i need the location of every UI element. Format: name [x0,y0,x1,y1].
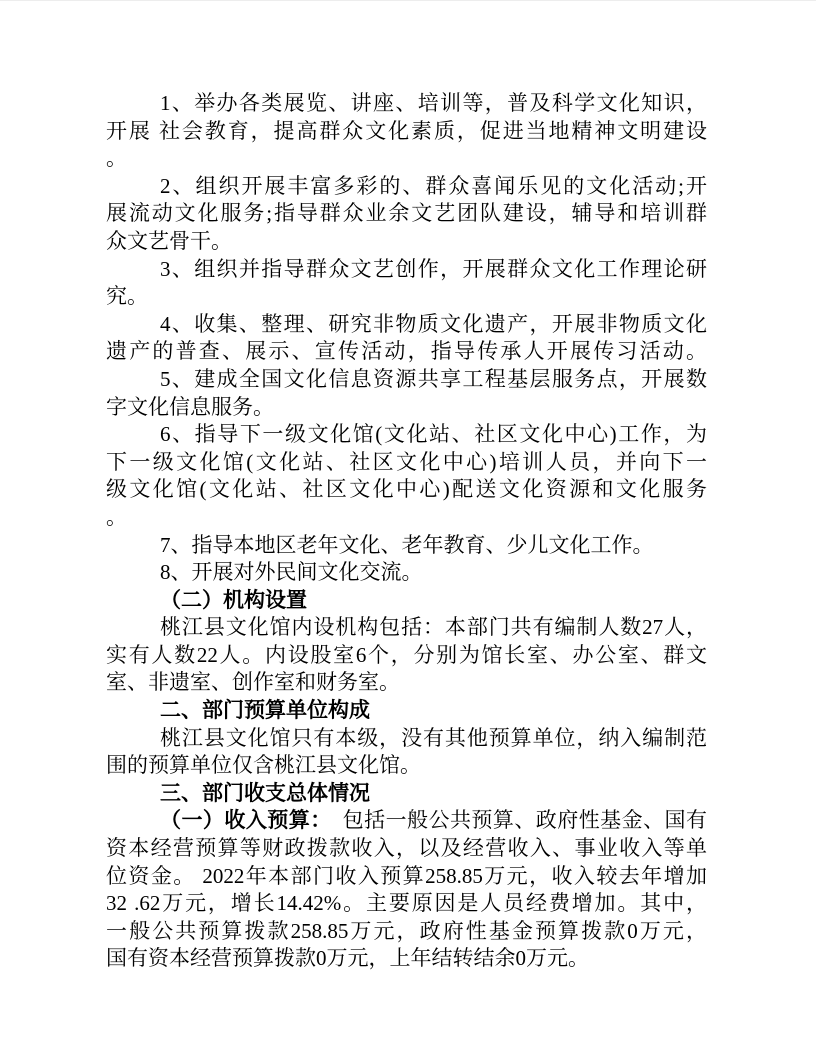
heading-revenue-expenditure-overview: 三、部门收支总体情况 [160,781,370,805]
text-line: 一般公共预算拨款258.85万元，政府性基金预算拨款0万元， [106,918,707,943]
text-line: 5、建成全国文化信息资源共享工程基层服务点，开展数 [160,366,707,391]
text-line: 资本经营预算等财政拨款收入，以及经营收入、事业收入等单 [106,836,707,861]
heading-institution-setup: （二）机构设置 [160,588,307,612]
text-line: 遗产的普查、展示、宣传活动，指导传承人开展传习活动。 [106,339,707,364]
text-line: 。 [106,146,127,171]
document-body [106,90,707,973]
text-line: 众文艺骨干。 [106,228,232,253]
text-line: 1、举办各类展览、讲座、培训等，普及科学文化知识， [160,91,707,115]
text-line: 3、组织并指导群众文艺创作，开展群众文化工作理论研 [160,256,707,281]
text-line: 展流动文化服务;指导群众业余文艺团队建设，辅导和培训群 [106,201,707,226]
text-line: 围的预算单位仅含桃江县文化馆。 [106,753,421,778]
text-line: 7、指导本地区老年文化、老年教育、少儿文化工作。 [160,532,654,557]
text-line: 桃江县文化馆只有本级，没有其他预算单位，纳入编制范 [160,725,707,750]
text-line [106,807,707,835]
text-line: 6、指导下一级文化馆(文化站、社区文化中心)工作，为 [160,422,707,447]
text-line: 位资金。 2022年本部门收入预算258.85万元，收入较去年增加 [106,863,707,888]
text-line: 桃江县文化馆内设机构包括：本部门共有编制人数27人， [160,615,707,640]
text-line: 级文化馆(文化站、社区文化中心)配送文化资源和文化服务 [106,477,707,502]
text-line: 国有资本经营预算拨款0万元，上年结转结余0万元。 [106,946,589,971]
text-line: 究。 [106,284,148,309]
text-line: 实有人数22人。内设股室6个，分别为馆长室、办公室、群文 [106,642,707,667]
income-budget-label: （一）收入预算： [160,809,322,833]
text-line: 。 [106,504,127,529]
heading-budget-unit-composition: 二、部门预算单位构成 [160,699,370,723]
text-line: 字文化信息服务。 [106,394,274,419]
text-line: 室、非遗室、创作室和财务室。 [106,670,400,695]
text-line: 32 .62万元，增长14.42%。主要原因是人员经费增加。其中， [106,891,707,916]
text-line: 下一级文化馆(文化站、社区文化中心)培训人员，并向下一 [106,449,707,474]
text-line: 开展 社会教育，提高群众文化素质，促进当地精神文明建设 [106,118,707,143]
text-line: 4、收集、整理、研究非物质文化遗产，开展非物质文化 [160,311,707,336]
text-line: 2、组织开展丰富多彩的、群众喜闻乐见的文化活动;开 [160,173,707,198]
text-line: 8、开展对外民间文化交流。 [160,560,423,585]
income-budget-text: 包括一般公共预算、政府性基金、国有 [321,808,707,833]
